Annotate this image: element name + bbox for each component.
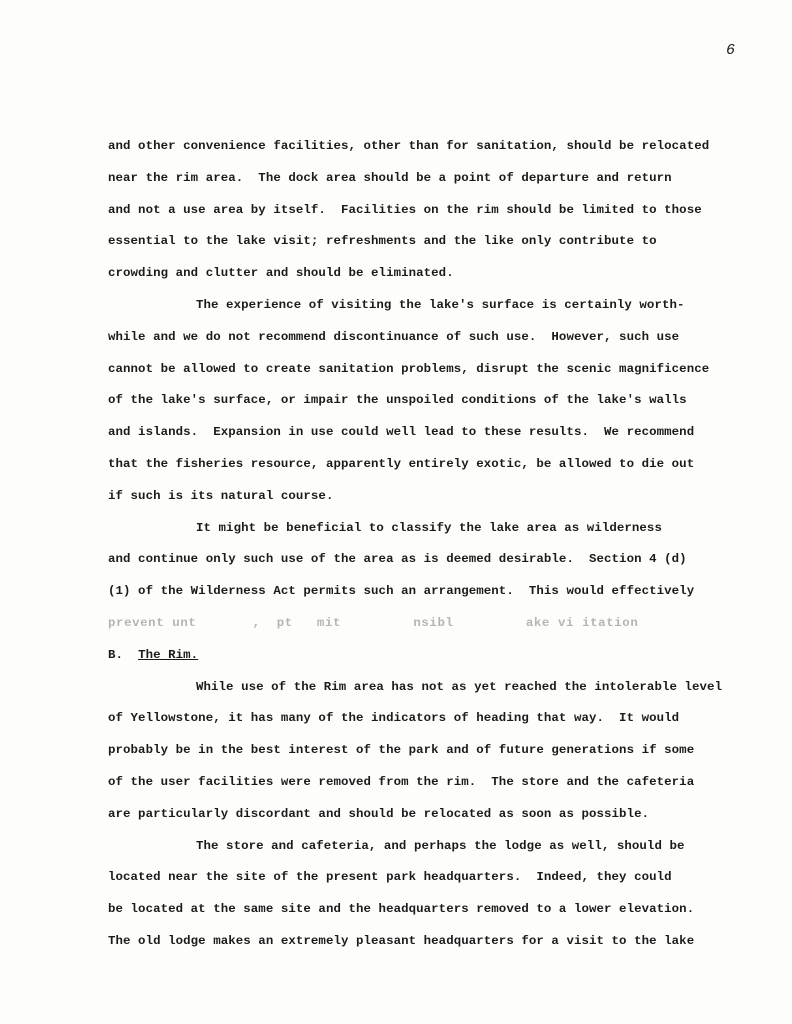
text-line: that the fisheries resource, apparently entirely exotic, be allowed to die out: [108, 456, 695, 471]
paragraph-start: The experience of visiting the lake's surface is certainly worth-: [196, 297, 685, 312]
text-line: of the lake's surface, or impair the unspoiled conditions of the lake's walls: [108, 393, 687, 408]
text-line: (1) of the Wilderness Act permits such an arrangement. This would effectively: [108, 584, 695, 599]
text-line: of the user facilities were removed from the rim. The store and the cafeteria: [108, 774, 695, 789]
body-text: [108, 131, 723, 958]
paragraph-start: The store and cafeteria, and perhaps the lodge as well, should be: [196, 838, 685, 853]
text-line: crowding and clutter and should be eliminated.: [108, 266, 454, 281]
section-letter: B.: [108, 647, 124, 662]
text-line: and other convenience facilities, other than for sanitation, should be relocated: [108, 139, 710, 153]
text-line: if such is its natural course.: [108, 488, 334, 503]
faded-text-line: prevent unt , pt mit nsibl ake vi itation: [108, 615, 639, 630]
text-line: essential to the lake visit; refreshments and the like only contribute to: [108, 234, 657, 249]
section-heading: [108, 640, 718, 672]
paragraph-start: While use of the Rim area has not as yet reached the intolerable level: [196, 679, 723, 694]
text-line: are particularly discordant and should be relocated as soon as possible.: [108, 806, 650, 821]
text-line: of Yellowstone, it has many of the indicators of heading that way. It would: [108, 711, 680, 726]
paragraph-start: It might be beneficial to classify the lake area as wilderness: [196, 520, 662, 535]
text-line: probably be in the best interest of the park and of future generations if some: [108, 743, 695, 758]
text-line: while and we do not recommend discontinuance of such use. However, such use: [108, 329, 680, 344]
text-line: be located at the same site and the headquarters removed to a lower elevation.: [108, 902, 695, 917]
text-line: near the rim area. The dock area should be a point of departure and return: [108, 170, 672, 185]
section-title: The Rim.: [138, 647, 199, 662]
text-line: cannot be allowed to create sanitation problems, disrupt the scenic magnificence: [108, 361, 710, 376]
text-line: located near the site of the present park headquarters. Indeed, they could: [108, 870, 672, 885]
text-line: and continue only such use of the area as is deemed desirable. Section 4 (d): [108, 552, 687, 567]
page-number: 6: [726, 42, 736, 59]
text-line: and not a use area by itself. Facilities on the rim should be limited to those: [108, 202, 702, 217]
text-line: and islands. Expansion in use could well lead to these results. We recommend: [108, 425, 695, 440]
text-line: The old lodge makes an extremely pleasant headquarters for a visit to the lake: [108, 933, 695, 948]
